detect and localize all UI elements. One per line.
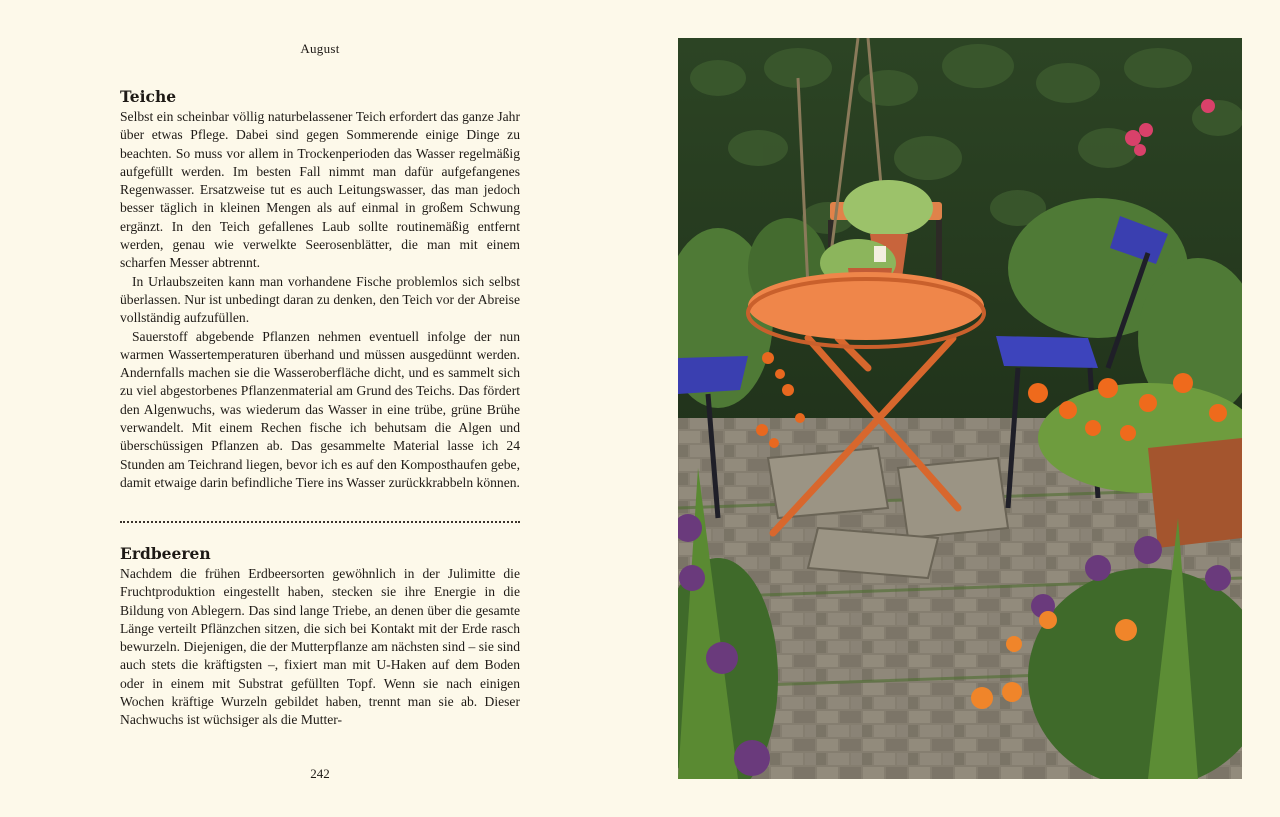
running-head: August bbox=[300, 41, 340, 56]
paragraph: Selbst ein scheinbar völlig naturbelassener Teich erfordert das ganze Jahr über etwas Pflege. Dabei sind gegen Sommerende einige Dinge zu beachten. So muss vor allem in Trockenperioden das Wasser regelmäßig aufgefüllt werden. Im besten Fall nimmt man dafür aufgefangenes Regenwasser. Ersatzweise tut es auch Leitungswasser, das man jedoch besser täglich in kleinen Mengen als auf einmal in großem Schwung ergänzt. In den Teich gefallenes Laub sollte routinemäßig entfernt werden, genau wie verwelkte Seerosenblätter, die man mit einem scharfen Messer abtrennt. bbox=[120, 109, 520, 271]
section-divider bbox=[120, 521, 520, 523]
right-page bbox=[640, 0, 1280, 817]
paragraph: Sauerstoff abgebende Pflanzen nehmen eventuell infolge der nun warmen Wassertemperaturen überhand und müssen ausgedünnt werden. Andernfalls machen sie die Wasseroberfläche dicht, und es sammelt sich zu viel abgestorbenes Pflanzenmaterial am Grund des Teichs. Das fördert den Algenwuchs, was wiederum das Wasser in eine trübe, grüne Brühe verwandelt. Mit einem Rechen fische ich behutsam die Algen und überschüssigen Pflanzen ab. Das gesammelte Material lasse ich 24 Stunden am Teichrand liegen, bevor ich es auf den Komposthaufen gebe, damit etwaige darin befindliche Tiere ins Wasser zurückkrabbeln können. bbox=[120, 328, 520, 490]
section-erdbeeren bbox=[120, 543, 520, 730]
section-title: Erdbeeren bbox=[120, 544, 211, 563]
bistro-table bbox=[748, 272, 984, 340]
page-number: 242 bbox=[310, 766, 330, 781]
section-teiche bbox=[120, 86, 520, 492]
section-title: Teiche bbox=[120, 87, 177, 106]
paragraph: In Urlaubszeiten kann man vorhandene Fische problemlos sich selbst überlassen. Nur ist unbedingt daran zu denken, den Teich vor der Abreise vollständig aufzufüllen. bbox=[120, 273, 520, 326]
garden-illustration bbox=[678, 38, 1242, 779]
garden-photo bbox=[678, 38, 1242, 779]
paragraph: Nachdem die frühen Erdbeersorten gewöhnlich in der Julimitte die Fruchtproduktion eingestellt haben, stecken sie ihre Energie in die Bildung von Ablegern. Das sind lange Triebe, an denen über die gesamte Länge verteilt Pflänzchen sitzen, die sich bei Kontakt mit der Erde rasch bewurzeln. Diejenigen, die der Mutterpflanze am nächsten sind – sie sind auch stets die kräftigsten –, fixiert man mit U-Haken auf dem Boden oder in einem mit Substrat gefüllten Topf. Wenn sie nach einigen Wochen kräftige Wurzeln gebildet haben, trennt man sie ab. Dieser Nachwuchs ist wüchsiger als die Mutter- bbox=[120, 566, 520, 728]
